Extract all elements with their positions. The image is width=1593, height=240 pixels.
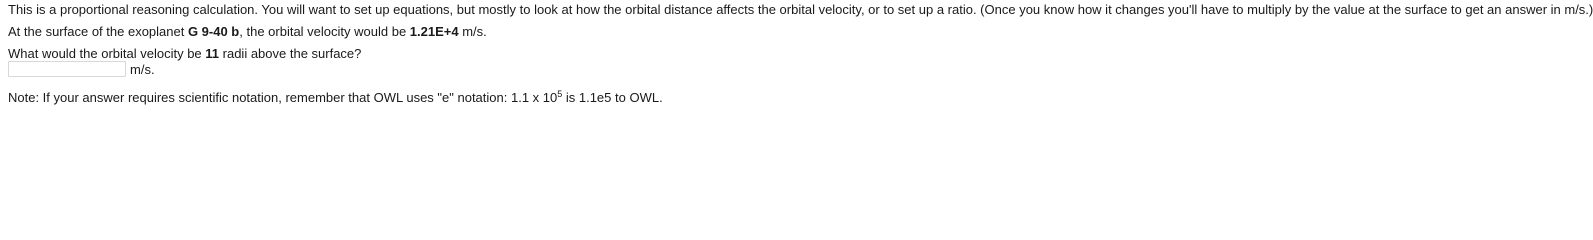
note-prefix: Note: If your answer requires scientific notation, remember that OWL uses "e" notation: 1.1 x 10 — [8, 90, 558, 105]
given-middle: , the orbital velocity would be — [239, 24, 410, 39]
intro-paragraph — [8, 2, 1593, 17]
question-suffix: radii above the surface? — [219, 46, 362, 61]
note-suffix: is 1.1e5 to OWL. — [562, 90, 663, 105]
question-paragraph — [8, 46, 361, 61]
answer-input[interactable] — [8, 61, 126, 77]
surface-velocity: 1.21E+4 — [409, 24, 459, 39]
planet-name: G 9-40 b — [187, 24, 240, 39]
given-unit: m/s. — [458, 24, 487, 39]
radii-count: 11 — [205, 46, 220, 61]
given-paragraph — [8, 24, 487, 39]
question-prefix: What would the orbital velocity be — [8, 46, 206, 61]
given-prefix: At the surface of the exoplanet — [8, 24, 188, 39]
intro-text: This is a proportional reasoning calculation. You will want to set up equations, but mostly to look at how the orbital distance affects the orbital velocity, or to set up a ratio. (Once you know how it changes you'll have to multiply by the value at the surface to get an answer in m/s.) — [8, 2, 1593, 17]
answer-row — [8, 61, 155, 77]
note-paragraph — [8, 90, 663, 105]
answer-unit: m/s. — [130, 61, 155, 77]
note-exponent: 5 — [557, 89, 563, 99]
